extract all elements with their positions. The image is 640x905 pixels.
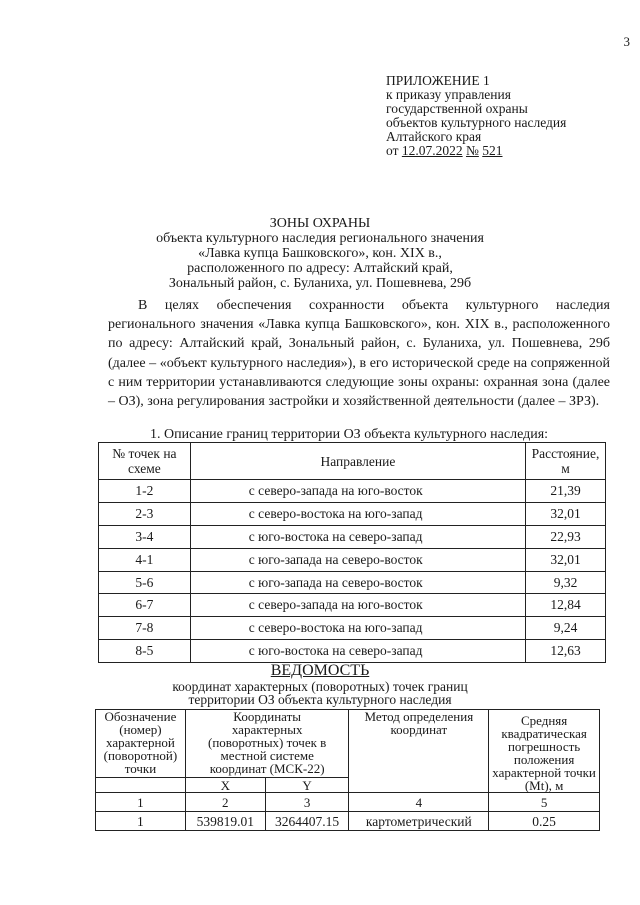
- column-number-row: [96, 793, 600, 812]
- cell-direction: с юго-запада на северо-восток: [190, 571, 525, 594]
- cell-direction: с северо-востока на юго-запад: [190, 502, 525, 525]
- cell-points: 4-1: [99, 548, 191, 571]
- cell-distance: 12,84: [526, 594, 606, 617]
- header-method: Метод определения координат: [349, 710, 489, 793]
- boundary-table: [98, 442, 606, 663]
- cell-distance: 22,93: [526, 525, 606, 548]
- page-number: 3: [623, 34, 630, 49]
- table-row: [99, 594, 606, 617]
- order-line: [386, 144, 566, 158]
- appendix-line: ПРИЛОЖЕНИЕ 1: [386, 73, 490, 88]
- cell-error: 0.25: [489, 812, 600, 831]
- cell-direction: с северо-востока на юго-запад: [190, 617, 525, 640]
- table-header-row: [99, 443, 606, 480]
- zones-title-line: ЗОНЫ ОХРАНЫ: [269, 216, 371, 231]
- header-coordinates: Координаты характерных (поворотных) точек в местной системе координат (МСК-22): [185, 710, 349, 778]
- zones-title-line: объекта культурного наследия регионального значения: [156, 231, 484, 246]
- cell-y: 3264407.15: [265, 812, 349, 831]
- cell-direction: с юго-востока на северо-запад: [190, 525, 525, 548]
- column-number: 3: [265, 793, 349, 812]
- table-row: [99, 640, 606, 663]
- cell-x: 539819.01: [185, 812, 265, 831]
- zones-title: [0, 216, 640, 291]
- table-row: [99, 548, 606, 571]
- column-number: 2: [185, 793, 265, 812]
- appendix-line: к приказу управления: [386, 87, 511, 102]
- table-row: [99, 480, 606, 503]
- zones-title-line: Зональный район, с. Буланиха, ул. Пошевнева, 29б: [168, 276, 472, 291]
- vedomost-title: ВЕДОМОСТЬ: [270, 662, 370, 679]
- coordinates-table: [95, 709, 600, 831]
- cell-points: 2-3: [99, 502, 191, 525]
- header-designation-empty: [96, 778, 186, 793]
- header-y: Y: [265, 778, 349, 793]
- table-row: [99, 502, 606, 525]
- table-header-row: [96, 710, 600, 778]
- table-row: [99, 617, 606, 640]
- cell-distance: 32,01: [526, 548, 606, 571]
- cell-direction: с северо-запада на юго-восток: [190, 594, 525, 617]
- cell-points: 1-2: [99, 480, 191, 503]
- cell-points: 7-8: [99, 617, 191, 640]
- cell-point: 1: [96, 812, 186, 831]
- table1-caption: 1. Описание границ территории ОЗ объекта культурного наследия:: [150, 427, 549, 442]
- appendix-header: [386, 74, 566, 158]
- cell-direction: с северо-запада на юго-восток: [190, 480, 525, 503]
- cell-points: 8-5: [99, 640, 191, 663]
- vedomost-subtitle-line: территории ОЗ объекта культурного наследия: [188, 692, 452, 707]
- header-x: X: [185, 778, 265, 793]
- cell-points: 3-4: [99, 525, 191, 548]
- vedomost-subtitle-line: координат характерных (поворотных) точек границ: [172, 679, 468, 694]
- header-error: Средняя квадратическая погрешность положения характерной точки (Mt), м: [489, 710, 600, 793]
- header-direction: Направление: [190, 443, 525, 480]
- cell-direction: с юго-запада на северо-восток: [190, 548, 525, 571]
- column-number: 4: [349, 793, 489, 812]
- zones-title-line: расположенного по адресу: Алтайский край,: [187, 261, 453, 276]
- column-number: 5: [489, 793, 600, 812]
- cell-method: картометрический: [349, 812, 489, 831]
- intro-paragraph: В целях обеспечения сохранности объекта культурного наследия регионального значения «Лавка купца Башковского», кон. XIX в., расположенного по адресу: Алтайский край, Зональный район, с. Буланиха, ул. Пошевнева, 29б (далее – «объект культурного наследия»), в его исторической среде на сопряженной с ним территории устанавливаются следующие зоны охраны: охранная зона (далее – ОЗ), зона регулирования застройки и хозяйственной деятельности (далее – ЗРЗ).: [108, 298, 610, 410]
- cell-points: 6-7: [99, 594, 191, 617]
- table-row: [96, 812, 600, 831]
- cell-distance: 32,01: [526, 502, 606, 525]
- cell-distance: 9,24: [526, 617, 606, 640]
- cell-points: 5-6: [99, 571, 191, 594]
- header-points: № точек на схеме: [99, 443, 191, 480]
- vedomost-heading: [0, 662, 640, 706]
- cell-direction: с юго-востока на северо-запад: [190, 640, 525, 663]
- column-number: 1: [96, 793, 186, 812]
- order-number: 521: [482, 143, 503, 158]
- cell-distance: 21,39: [526, 480, 606, 503]
- cell-distance: 12,63: [526, 640, 606, 663]
- appendix-line: объектов культурного наследия: [386, 115, 567, 130]
- header-designation: Обозначение (номер) характерной (поворотной) точки: [96, 710, 186, 778]
- table-row: [99, 571, 606, 594]
- appendix-line: государственной охраны: [386, 101, 528, 116]
- appendix-line: Алтайского края: [386, 129, 482, 144]
- zones-title-line: «Лавка купца Башковского», кон. XIX в.,: [198, 246, 442, 261]
- cell-distance: 9,32: [526, 571, 606, 594]
- order-prefix: от: [386, 143, 399, 158]
- order-number-sign: №: [465, 143, 479, 158]
- order-date: 12.07.2022: [401, 143, 463, 158]
- table-row: [99, 525, 606, 548]
- header-distance: Расстояние, м: [526, 443, 606, 480]
